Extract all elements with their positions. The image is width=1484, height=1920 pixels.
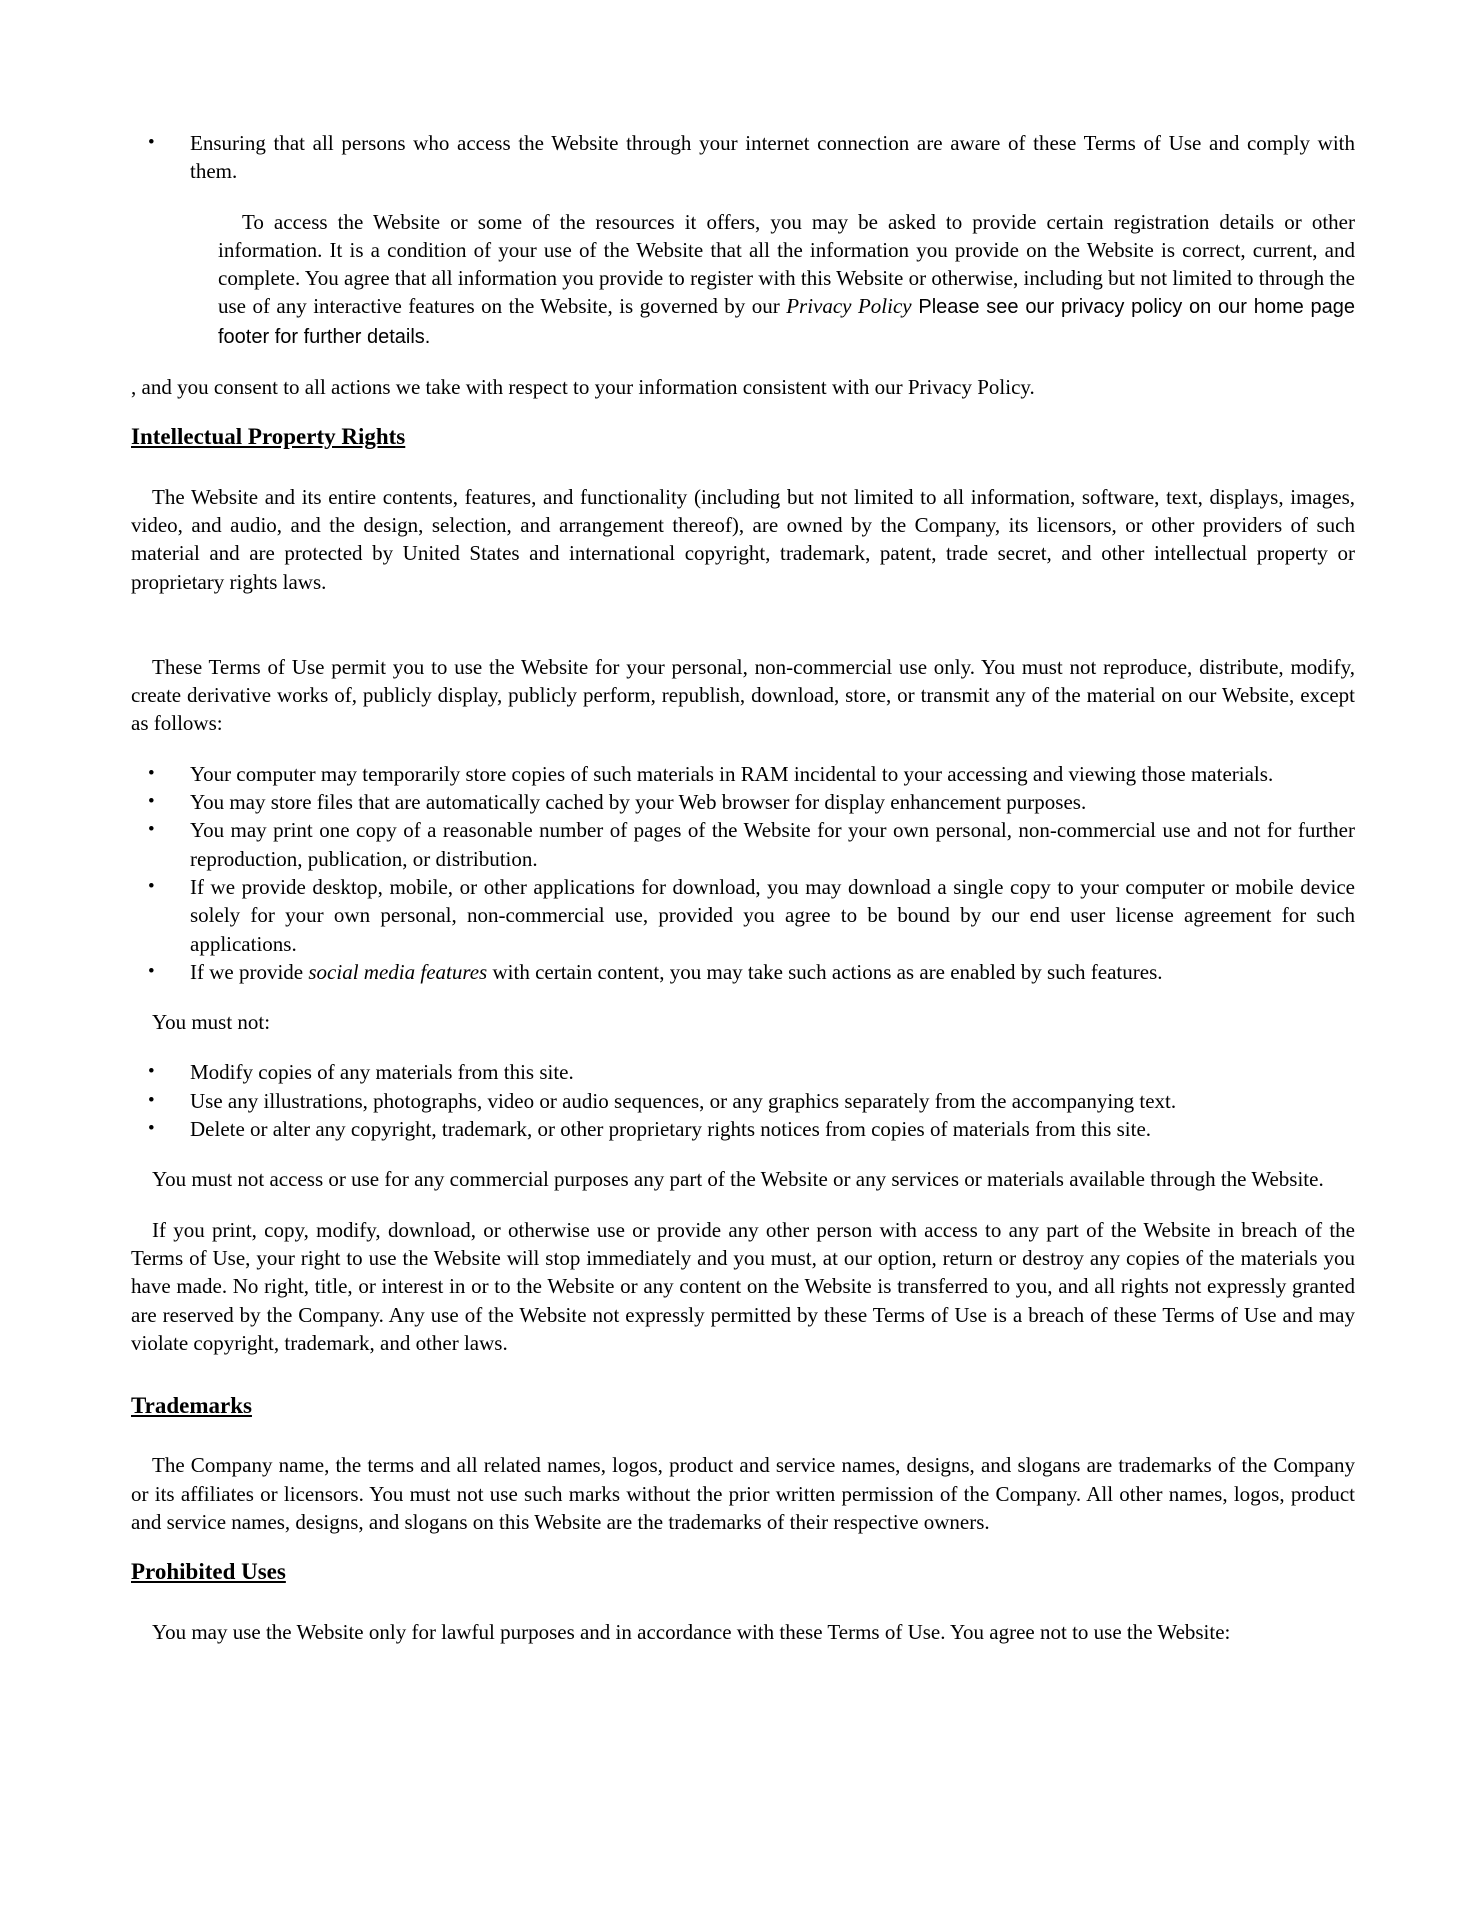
- no-commercial-use-paragraph: You must not access or use for any commercial purposes any part of the Website or any services or materials available through the Website.: [152, 1167, 1324, 1192]
- prohibited-uses-paragraph: You may use the Website only for lawful purposes and in accordance with these Terms of Use. You agree not to use the Website:: [152, 1619, 1231, 1644]
- must-not-intro: You must not:: [152, 1010, 271, 1035]
- section-heading-intellectual-property-rights: Intellectual Property Rights: [131, 424, 406, 450]
- consent-line: , and you consent to all actions we take with respect to your information consistent with our Privacy Policy.: [131, 375, 1035, 400]
- list-item: • If we provide desktop, mobile, or other applications for download, you may download a single copy to your computer or mobile device solely for your own personal, non-commercial use, provided you agree to be bound by our end user license agreement for such applications.: [131, 873, 1355, 958]
- section-heading-trademarks: Trademarks: [131, 1393, 252, 1419]
- breach-consequences-paragraph: If you print, copy, modify, download, or otherwise use or provide any other person with access to any part of the Website in breach of the Terms of Use, your right to use the Website will stop immediately and you must, at our option, return or destroy any copies of the materials you have made. No right, title, or interest in or to the Website or any content on the Website is transferred to you, and all rights not expressly granted are reserved by the Company. Any use of the Website not expressly permitted by these Terms of Use is a breach of these Terms of Use and may violate copyright, trademark, and other laws.: [131, 1217, 1355, 1355]
- social-bullet-pre: If we provide: [190, 959, 309, 984]
- social-media-features-italic: social media features: [308, 959, 488, 984]
- list-item: • Modify copies of any materials from this site.: [131, 1058, 1355, 1086]
- list-item: • Your computer may temporarily store copies of such materials in RAM incidental to your accessing and viewing those materials.: [131, 760, 1355, 788]
- list-item: • You may print one copy of a reasonable number of pages of the Website for your own personal, non-commercial use and not for further reproduction, publication, or distribution.: [131, 816, 1355, 873]
- list-item: • You may store files that are automatically cached by your Web browser for display enhancement purposes.: [131, 788, 1355, 816]
- registration-lead-text: To access the Website or some of the resources it offers, you may be asked to provide certain registration details or other information. It is a condition of your use of the Website that all the information you provide on the Website is correct, current, and complete. You agree that all information you provide to register with this Website or otherwise, including but not limited to through the use of any interactive features on the Website, is governed by our: [218, 209, 1355, 319]
- list-item: [131, 958, 1355, 986]
- social-bullet-post: with certain content, you may take such actions as are enabled by such features.: [487, 959, 1163, 984]
- must-not-list: [131, 1058, 1355, 1143]
- privacy-note-sans: Please see our privacy policy on our home page footer for further details.: [218, 296, 1355, 348]
- list-item: • Use any illustrations, photographs, video or audio sequences, or any graphics separately from the accompanying text.: [131, 1087, 1355, 1115]
- ipr-permitted-use-paragraph: These Terms of Use permit you to use the Website for your personal, non-commercial use only. You must not reproduce, distribute, modify, create derivative works of, publicly display, publicly perform, republish, download, store, or transmit any of the material on our Website, except as follows:: [131, 654, 1355, 736]
- ipr-ownership-paragraph: The Website and its entire contents, features, and functionality (including but not limited to all information, software, text, displays, images, video, and audio, and the design, selection, and arrangement thereof), are owned by the Company, its licensors, or other providers of such material and are protected by United States and international copyright, trademark, patent, trade secret, and other intellectual property or proprietary rights laws.: [131, 484, 1355, 594]
- registration-paragraph: [218, 208, 1355, 351]
- privacy-policy-italic: Privacy Policy: [786, 294, 912, 319]
- list-item: • Delete or alter any copyright, trademark, or other proprietary rights notices from copies of materials from this site.: [131, 1115, 1355, 1143]
- top-bullet-list: [131, 129, 1355, 186]
- permitted-uses-list: [131, 760, 1355, 986]
- list-item: • Ensuring that all persons who access the Website through your internet connection are aware of these Terms of Use and comply with them.: [131, 129, 1355, 186]
- section-heading-prohibited-uses: Prohibited Uses: [131, 1559, 286, 1585]
- trademarks-paragraph: The Company name, the terms and all related names, logos, product and service names, designs, and slogans are trademarks of the Company or its affiliates or licensors. You must not use such marks without the prior written permission of the Company. All other names, logos, product and service names, designs, and slogans on this Website are the trademarks of their respective owners.: [131, 1453, 1355, 1534]
